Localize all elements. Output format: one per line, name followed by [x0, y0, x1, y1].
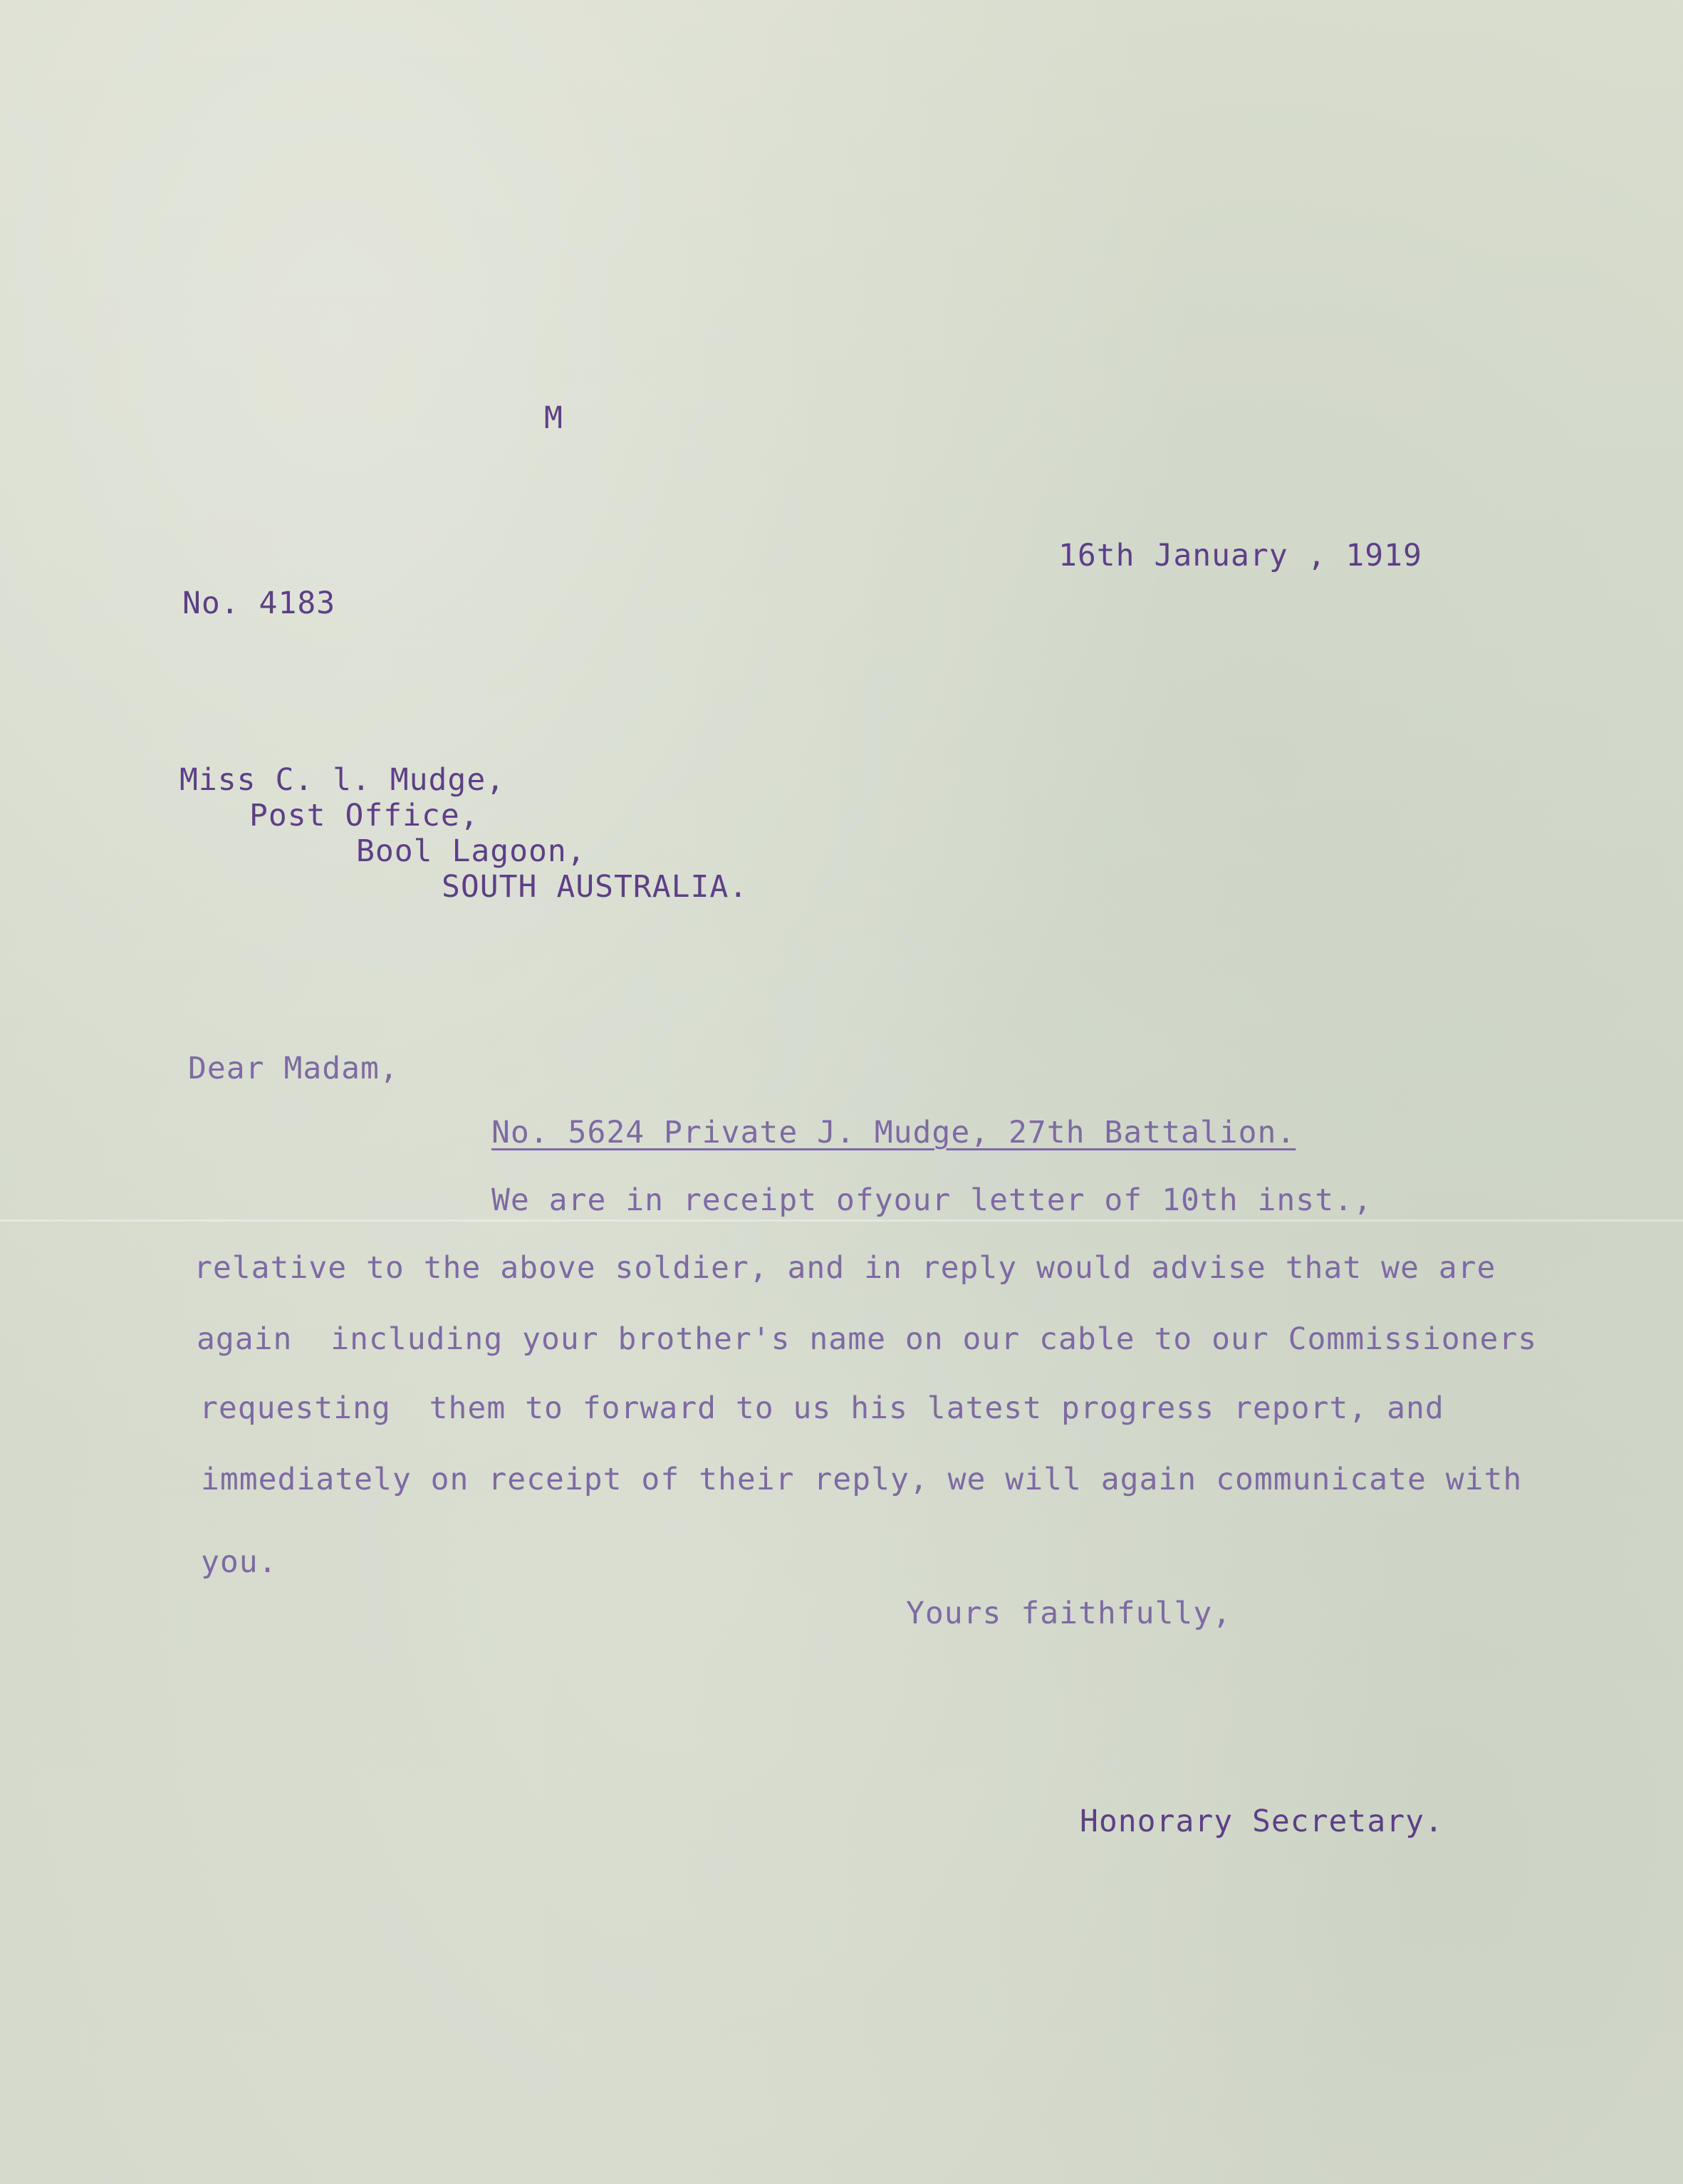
salutation: Dear Madam,: [188, 1051, 399, 1086]
reference-number: No. 4183: [182, 586, 336, 621]
recipient-address-line1: Post Office,: [249, 798, 479, 833]
body-line-3: again including your brother's name on our cable to our Commissioners: [197, 1321, 1538, 1357]
body-line-1: We are in receipt ofyour letter of 10th inst.,: [491, 1182, 1372, 1218]
body-line-4: requesting them to forward to us his latest progress report, and: [199, 1390, 1444, 1426]
body-line-5: immediately on receipt of their reply, we will again communicate with: [201, 1462, 1523, 1497]
paper-fold-line: [0, 1220, 1683, 1222]
subject-line: No. 5624 Private J. Mudge, 27th Battalion.: [491, 1115, 1296, 1150]
letter-date: 16th January , 1919: [1058, 538, 1422, 573]
closing: Yours faithfully,: [906, 1596, 1232, 1631]
body-line-6: you.: [201, 1544, 278, 1580]
signature-title: Honorary Secretary.: [1080, 1804, 1444, 1839]
recipient-address-line2: Bool Lagoon,: [356, 833, 586, 869]
body-line-2: relative to the above soldier, and in reply would advise that we are: [194, 1250, 1496, 1286]
recipient-name: Miss C. l. Mudge,: [179, 762, 506, 798]
recipient-address-line3: SOUTH AUSTRALIA.: [442, 869, 749, 905]
letter-initial: M: [544, 400, 563, 436]
